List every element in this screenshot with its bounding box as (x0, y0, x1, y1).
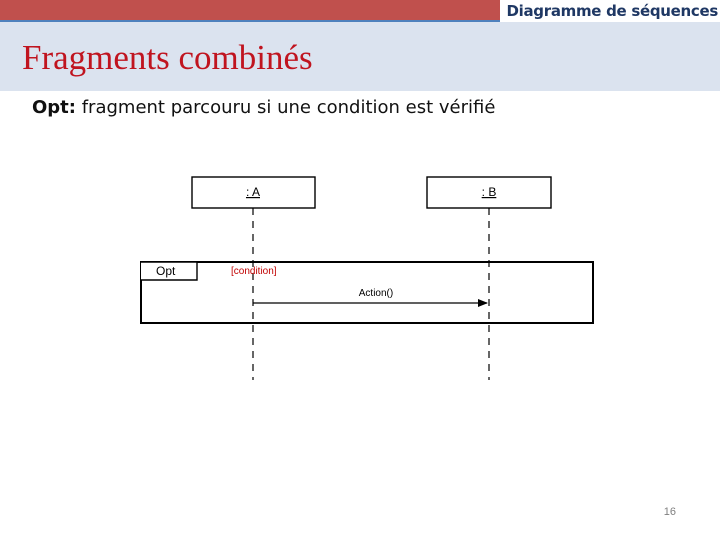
lifeline-b-label: : B (481, 185, 497, 199)
lifeline-a-label: : A (245, 185, 261, 199)
message-label: Action() (358, 288, 394, 299)
guard-condition: [condition] (231, 266, 277, 277)
page-number: 16 (663, 506, 676, 518)
slide-subtitle (32, 95, 495, 121)
section-label: Diagramme de séquences (500, 0, 720, 22)
header-bar (0, 0, 720, 22)
subtitle-text: fragment parcouru si une condition est vérifié (76, 97, 496, 118)
sequence-diagram-svg (130, 170, 600, 385)
slide-title: Fragments combinés (22, 38, 313, 77)
sequence-diagram (130, 170, 600, 385)
subtitle-keyword: Opt: (32, 97, 76, 118)
opt-operator-label: Opt (156, 264, 176, 278)
